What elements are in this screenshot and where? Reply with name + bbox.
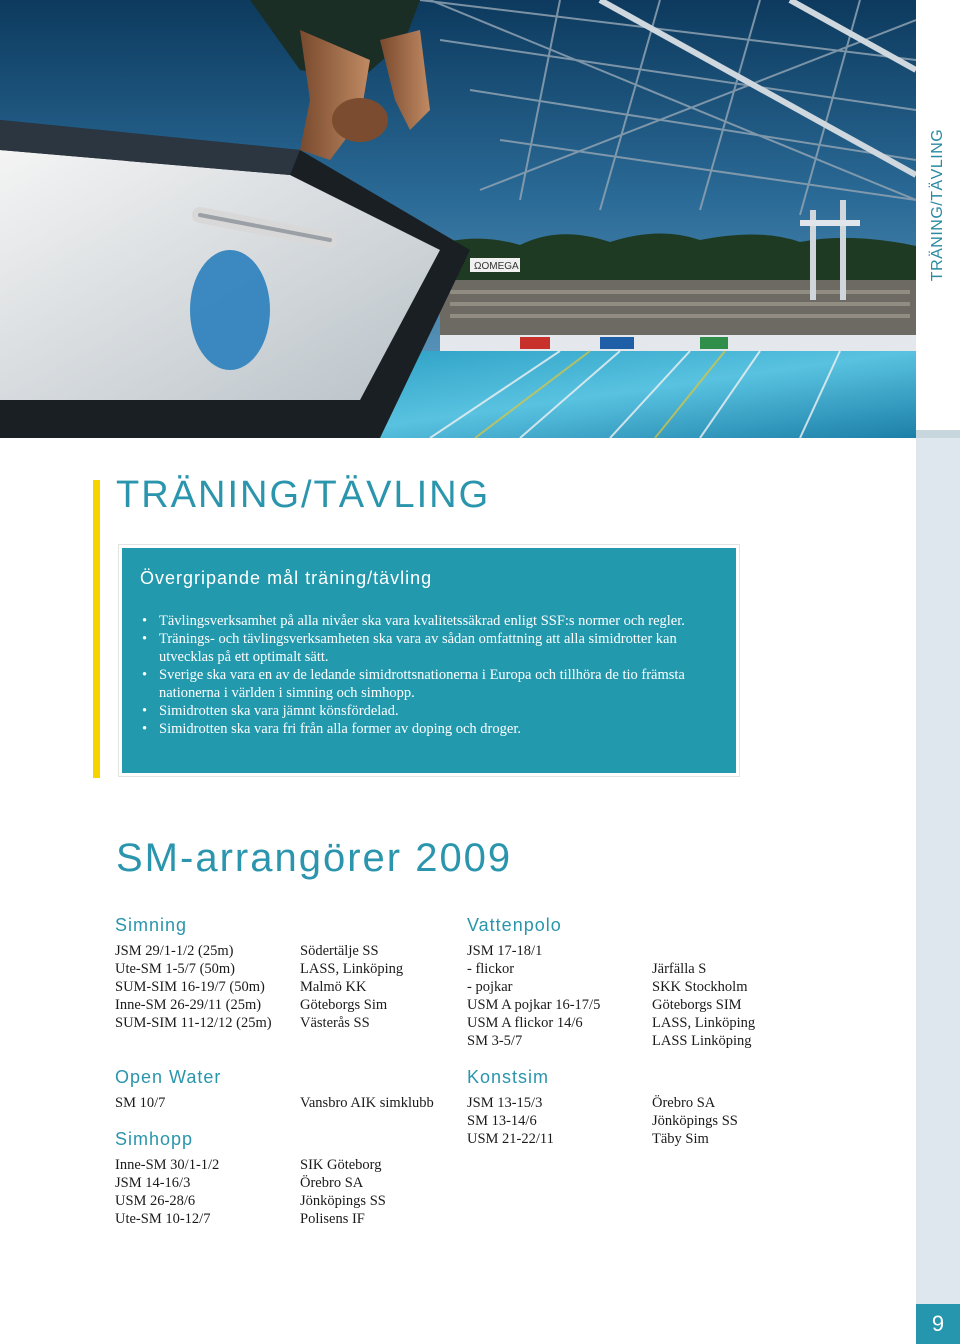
goals-heading: Övergripande mål träning/tävling — [140, 568, 433, 588]
goal-item: • Sverige ska vara en av de ledande simidrottsnationerna i Europa och tillhöra de tio främsta nationerna i världen i simning och simhopp. — [140, 666, 722, 702]
club-name: LASS, Linköping — [300, 961, 404, 977]
side-tab-label: TRÄNING/TÄVLING — [929, 128, 946, 282]
club-name: Göteborgs SIM — [652, 997, 742, 1013]
club-name: Örebro SA — [652, 1095, 716, 1111]
event-date: Inne-SM 30/1-1/2 — [115, 1157, 220, 1173]
event-date: Ute-SM 10-12/7 — [115, 1211, 211, 1227]
club-name: Jönköpings SS — [300, 1193, 386, 1209]
club-name: Örebro SA — [300, 1175, 364, 1191]
club-name: LASS Linköping — [652, 1033, 752, 1049]
goals-box — [122, 548, 736, 773]
simning-heading: Simning — [115, 915, 188, 935]
club-name: Järfälla S — [652, 961, 707, 977]
event-date: SM 10/7 — [115, 1095, 166, 1111]
sponsor-text: ΩOMEGA — [474, 261, 519, 272]
goal-item: • Tränings- och tävlingsverksamheten ska vara av sådan omfattning att alla simidrotter kan utvecklas på ett optimalt sätt. — [140, 630, 722, 666]
simhopp-heading: Simhopp — [115, 1129, 194, 1149]
event-date: USM 26-28/6 — [115, 1193, 196, 1209]
club-name — [652, 942, 755, 960]
vattenpolo-heading: Vattenpolo — [467, 915, 562, 935]
event-date: JSM 13-15/3 — [467, 1095, 543, 1111]
event-date: JSM 29/1-1/2 (25m) — [115, 943, 234, 959]
event-date: USM A pojkar 16-17/5 — [467, 997, 601, 1013]
simning-events — [115, 942, 272, 1032]
konstsim-heading: Konstsim — [467, 1067, 550, 1087]
club-name: Polisens IF — [300, 1211, 365, 1227]
event-date: USM A flickor 14/6 — [467, 1015, 583, 1031]
goal-item: • Simidrotten ska vara fri från alla former av doping och droger. — [140, 720, 722, 738]
vattenpolo-clubs — [652, 942, 755, 1050]
event-date: SUM-SIM 16-19/7 (50m) — [115, 979, 265, 995]
event-date: JSM 17-18/1 — [467, 943, 543, 959]
club-name: SIK Göteborg — [300, 1157, 382, 1173]
hero-photo — [0, 0, 916, 438]
event-date: Inne-SM 26-29/11 (25m) — [115, 997, 262, 1013]
open-water-clubs — [300, 1094, 434, 1112]
goal-item: • Simidrotten ska vara jämnt könsfördelad. — [140, 702, 722, 720]
club-name: Täby Sim — [652, 1131, 709, 1147]
event-date: JSM 14-16/3 — [115, 1175, 191, 1191]
simhopp-events — [115, 1156, 219, 1228]
event-date: USM 21-22/11 — [467, 1131, 554, 1147]
simhopp-clubs — [300, 1156, 386, 1228]
goal-item: • Tävlingsverksamhet på alla nivåer ska vara kvalitetssäkrad enligt SSF:s normer och regler. — [140, 612, 722, 630]
sm-title: SM-arrangörer 2009 — [116, 836, 513, 880]
event-date: SUM-SIM 11-12/12 (25m) — [115, 1015, 272, 1031]
accent-bar — [93, 480, 100, 778]
konstsim-clubs — [652, 1094, 738, 1148]
club-name: Malmö KK — [300, 979, 367, 995]
event-date: SM 3-5/7 — [467, 1033, 523, 1049]
club-name: Södertälje SS — [300, 943, 379, 959]
open-water-events — [115, 1094, 165, 1112]
event-date: - flickor — [467, 961, 515, 977]
simning-clubs — [300, 942, 403, 1032]
page-number: 9 — [916, 1304, 960, 1344]
club-name: Västerås SS — [300, 1015, 370, 1031]
event-date: Ute-SM 1-5/7 (50m) — [115, 961, 236, 977]
event-date: SM 13-14/6 — [467, 1113, 537, 1129]
swimming-pool-illustration — [0, 0, 916, 438]
goals-list — [140, 612, 722, 738]
club-name: Vansbro AIK simklubb — [300, 1095, 434, 1111]
vattenpolo-events — [467, 942, 600, 1050]
open-water-heading: Open Water — [115, 1067, 222, 1087]
event-date: - pojkar — [467, 979, 513, 995]
side-tab-accent — [916, 430, 960, 438]
page-title: TRÄNING/TÄVLING — [116, 474, 491, 516]
konstsim-events — [467, 1094, 554, 1148]
club-name: Göteborgs Sim — [300, 997, 388, 1013]
club-name: Jönköpings SS — [652, 1113, 738, 1129]
club-name: LASS, Linköping — [652, 1015, 756, 1031]
club-name: SKK Stockholm — [652, 979, 748, 995]
